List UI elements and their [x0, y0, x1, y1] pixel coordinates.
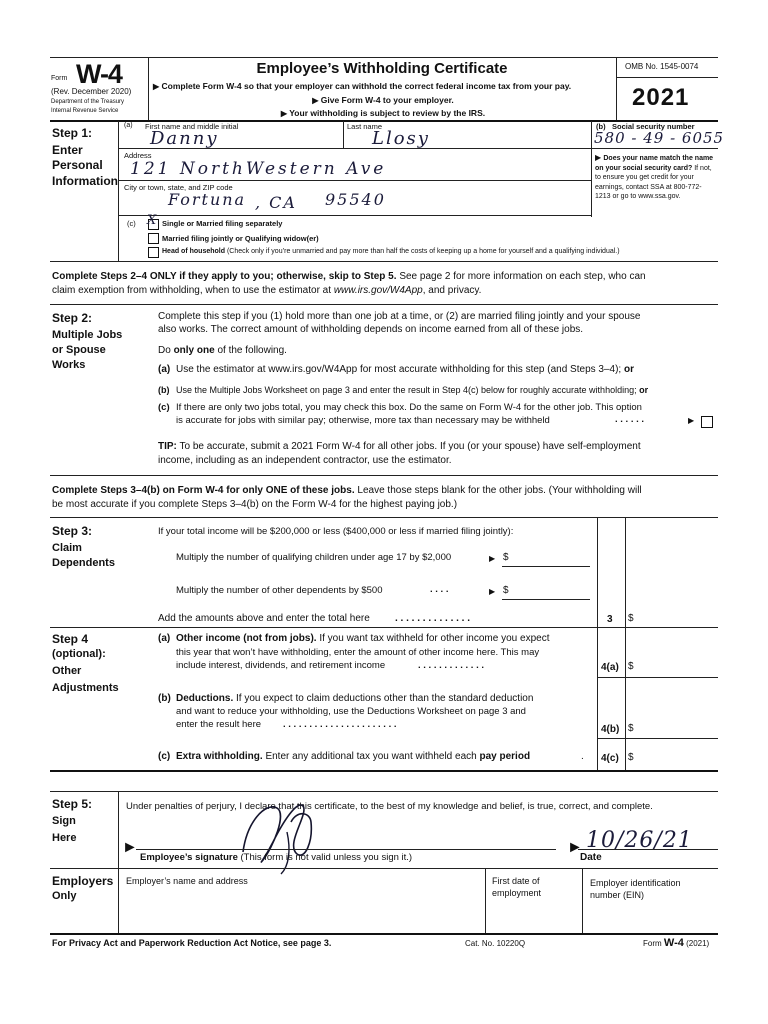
- step1-sub-1: Enter: [52, 143, 83, 157]
- step2-tip-2: income, including as an independent contractor, use the estimator.: [158, 455, 452, 466]
- step4-bottom-rule: [50, 770, 718, 772]
- step5-left-rule: [118, 792, 119, 933]
- last-name-label: Last name: [347, 122, 383, 131]
- children-dollar: $: [503, 552, 509, 563]
- step4b-leader: . . . . . . . . . . . . . . . . . . . . . .: [283, 719, 397, 730]
- step1-sub-3: Information: [52, 174, 118, 188]
- employer-name-field[interactable]: [125, 900, 480, 930]
- step4a-tag: (a): [158, 633, 171, 644]
- step3-sub-1: Claim: [52, 542, 82, 554]
- ssn-note: ▶ Does your name match the name on your social security card? If not, to ensure you get credit for your earnings, contact SSA at 800-772-1213 or go to www.ssa.gov.: [595, 153, 714, 200]
- step2-c-tag: (c): [158, 402, 170, 413]
- step2-paragraph-2: also works. The correct amount of withholding depends on income earned from all of these jobs.: [158, 324, 584, 335]
- instruction-one-job-cont: be most accurate if you complete Steps 3–4(b) on the Form W-4 for the highest paying job.): [52, 499, 458, 510]
- step4a-line-number: 4(a): [601, 662, 619, 673]
- first-name-field[interactable]: Danny: [150, 128, 219, 149]
- step4-sub-1: (optional):: [52, 648, 106, 660]
- revision-date: (Rev. December 2020): [51, 87, 132, 96]
- employers-sub: Only: [52, 890, 77, 902]
- head-of-household-checkbox[interactable]: [148, 247, 159, 258]
- other-dependents-arrow: ▶: [489, 587, 496, 596]
- top-rule: [50, 57, 718, 58]
- step2-bottom-rule: [50, 475, 718, 476]
- date-arrow: ►: [567, 839, 583, 856]
- step3-intro: If your total income will be $200,000 or less ($400,000 or less if married filing jointly):: [158, 526, 514, 537]
- step4a-leader: . . . . . . . . . . . . .: [418, 660, 484, 671]
- step2-do-only-one: Do only one of the following.: [158, 345, 287, 356]
- step2-a-tag: (a): [158, 364, 171, 375]
- filing-status-rule: [118, 215, 591, 216]
- instruction-steps-2-4: Complete Steps 2–4 ONLY if they apply to you; otherwise, skip to Step 5. See page 2 for more information on each step, who can: [52, 271, 646, 282]
- step4b-text-1: Deductions. If you expect to claim deductions other than the standard deduction: [176, 693, 534, 704]
- catalog-number: Cat. No. 10220Q: [465, 939, 526, 948]
- state-field[interactable]: , CA: [255, 193, 297, 212]
- ssn-rule: [591, 148, 718, 149]
- step4-title: Step 4: [52, 632, 89, 646]
- employee-signature[interactable]: [225, 792, 355, 877]
- other-dependents-dollar: $: [503, 585, 509, 596]
- city-field[interactable]: Fortuna: [168, 190, 247, 209]
- step2-c-text-2: is accurate for jobs with similar pay; otherwise, more tax than necessary may be withheld: [176, 415, 550, 426]
- step3-total-leader: . . . . . . . . . . . . . .: [395, 613, 471, 624]
- step4b-tag: (b): [158, 693, 171, 704]
- name-divider: [343, 121, 344, 148]
- date-line: [578, 849, 718, 850]
- step4c-line-number: 4(c): [601, 753, 619, 764]
- ssn-field[interactable]: 580 - 49 - 6055: [594, 129, 725, 147]
- ein-field[interactable]: [588, 904, 714, 930]
- step2-top-rule: [50, 304, 718, 305]
- amount-col-right-rule: [625, 518, 626, 770]
- omb-number: OMB No. 1545-0074: [625, 62, 699, 71]
- single-check-mark: X: [147, 213, 159, 228]
- first-date-divider: [485, 869, 486, 933]
- step4b-line-number: 4(b): [601, 724, 620, 735]
- first-name-label: First name and middle initial: [145, 122, 239, 131]
- zip-field[interactable]: 95540: [325, 190, 386, 209]
- header-divider-left: [148, 58, 149, 120]
- form-title: Employee’s Withholding Certificate: [256, 60, 508, 77]
- omb-rule: [617, 77, 718, 78]
- step4c-text: Extra withholding. Enter any additional tax you want withheld each pay period: [176, 751, 531, 762]
- step4-sub-2: Other: [52, 665, 82, 677]
- step4a-text-1: Other income (not from jobs). If you want tax withheld for other income you expect: [176, 633, 550, 644]
- step2-sub-1: Multiple Jobs: [52, 329, 123, 341]
- perjury-statement: Under penalties of perjury, I declare that this certificate, to the best of my knowledge and belief, is true, correct, and complete.: [126, 801, 653, 812]
- form-word: Form: [51, 75, 68, 82]
- step2-sub-3: Works: [52, 359, 86, 371]
- employers-top-rule: [50, 868, 718, 869]
- amount-col-left-rule: [597, 518, 598, 770]
- other-dependents-amount-field[interactable]: [502, 599, 590, 600]
- step2-b-text: Use the Multiple Jobs Worksheet on page 3 and enter the result in Step 4(c) below for roughly accurate withholding; or: [176, 385, 649, 395]
- header-divider-right: [616, 58, 617, 120]
- header-instruction-2: ▶ Give Form W-4 to your employer.: [312, 95, 454, 105]
- two-jobs-checkbox[interactable]: [701, 416, 713, 428]
- form-number: W-4: [76, 59, 122, 89]
- ssn-label: Social security number: [612, 122, 695, 131]
- step4-top-rule: [50, 627, 718, 628]
- other-income-field[interactable]: $: [628, 661, 634, 672]
- last-name-field[interactable]: Llosy: [372, 128, 430, 149]
- employers-bottom-rule: [50, 933, 718, 935]
- other-dependents-label: Multiply the number of other dependents by $500: [176, 585, 383, 596]
- city-label: City or town, state, and ZIP code: [124, 183, 233, 192]
- step2-sub-2: or Spouse: [52, 344, 106, 356]
- step1-title: Step 1:: [52, 126, 93, 140]
- step4-sub-3: Adjustments: [52, 682, 119, 694]
- step2-c-text-1: If there are only two jobs total, you may check this box. Do the same on Form W-4 for the other job. This option: [176, 402, 642, 413]
- deductions-field[interactable]: $: [628, 723, 634, 734]
- step1-bottom-rule: [50, 261, 718, 262]
- single-label: Single or Married filing separately: [162, 219, 283, 228]
- head-of-household-label: Head of household (Check only if you’re unmarried and pay more than half the costs of keeping up a home for yourself and a qualifying individual.): [162, 248, 620, 255]
- city-rule: [118, 180, 591, 181]
- estimator-link[interactable]: www.irs.gov/W4App: [333, 285, 423, 296]
- step5-top-rule: [50, 791, 718, 792]
- first-date-label-1: First date of: [492, 876, 540, 886]
- ein-divider: [582, 869, 583, 933]
- signature-line: [136, 849, 556, 850]
- department-name: Department of the Treasury: [51, 99, 125, 105]
- step3-total-field[interactable]: $: [628, 613, 634, 624]
- step4c-leader: .: [581, 751, 584, 762]
- step2-title: Step 2:: [52, 311, 93, 325]
- step3-title: Step 3:: [52, 524, 93, 538]
- privacy-notice: For Privacy Act and Paperwork Reduction Act Notice, see page 3.: [52, 938, 332, 948]
- step4a-text-2: this year that won’t have withholding, enter the amount of other income here. This may: [176, 647, 540, 658]
- step2-tip-1: TIP: To be accurate, submit a 2021 Form W-4 for all other jobs. If you (or your spouse) have self-employment: [158, 441, 641, 452]
- step4c-tag: (c): [158, 751, 171, 762]
- first-name-tag: (a): [124, 122, 133, 129]
- step4b-text-3: enter the result here: [176, 719, 262, 730]
- other-dependents-leader: . . . .: [430, 584, 449, 595]
- step4b-text-2: and want to reduce your withholding, use the Deductions Worksheet on page 3 and: [176, 706, 526, 717]
- first-date-field[interactable]: [490, 902, 578, 930]
- step5-sub-2: Here: [52, 832, 77, 844]
- step3-line-number: 3: [607, 614, 613, 625]
- step2-c-leader: . . . . . .: [615, 414, 645, 425]
- address-field[interactable]: 121 NorthWestern Ave: [130, 159, 387, 179]
- qualifying-children-label: Multiply the number of qualifying children under age 17 by $2,000: [176, 552, 452, 563]
- date-field[interactable]: 10/26/21: [586, 828, 693, 853]
- step2-c-arrow: ▶: [688, 416, 695, 425]
- date-label: Date: [580, 852, 602, 863]
- children-arrow: ▶: [489, 554, 496, 563]
- step4a-rule: [597, 677, 718, 678]
- ssn-divider: [591, 121, 592, 217]
- address-label: Address: [124, 151, 152, 160]
- employers-title: Employers: [52, 874, 114, 888]
- step5-sub-1: Sign: [52, 815, 76, 827]
- children-amount-field[interactable]: [502, 566, 590, 567]
- signature-label: Employee’s signature (This form is not valid unless you sign it.): [140, 852, 413, 863]
- step3-sub-2: Dependents: [52, 557, 115, 569]
- step5-title: Step 5:: [52, 797, 93, 811]
- step2-paragraph-1: Complete this step if you (1) hold more than one job at a time, or (2) are married filing jointly and your spouse: [158, 311, 641, 322]
- ssn-tag: (b): [596, 122, 606, 131]
- step4a-text-3: include interest, dividends, and retirement income: [176, 660, 386, 671]
- extra-withholding-field[interactable]: $: [628, 752, 634, 763]
- step3-total-label: Add the amounts above and enter the total here: [158, 613, 370, 624]
- tax-year: 2021: [632, 84, 690, 111]
- step1-sub-2: Personal: [52, 158, 103, 172]
- married-joint-label: Married filing jointly or Qualifying widow(er): [162, 234, 319, 243]
- filing-status-tag: (c): [127, 219, 136, 228]
- step2-a-text: Use the estimator at www.irs.gov/W4App for most accurate withholding for this step (and Steps 3–4); or: [176, 364, 634, 375]
- irs-name: Internal Revenue Service: [51, 108, 119, 114]
- signature-arrow: ►: [122, 839, 138, 856]
- employer-name-label: Employer’s name and address: [126, 876, 248, 886]
- header-instruction-3: ▶ Your withholding is subject to review by the IRS.: [280, 108, 486, 118]
- address-rule: [118, 148, 591, 149]
- step4b-rule: [597, 738, 718, 739]
- ein-label-1: Employer identification: [590, 878, 681, 888]
- step3-top-rule: [50, 517, 718, 518]
- first-date-label-2: employment: [492, 888, 542, 898]
- step2-b-tag: (b): [158, 385, 170, 395]
- step1-left-rule: [118, 121, 119, 261]
- footer-form-id: Form W-4 (2021): [643, 937, 710, 949]
- married-joint-checkbox[interactable]: [148, 233, 159, 244]
- instruction-steps-2-4-cont: claim exemption from withholding, when to use the estimator at www.irs.gov/W4App, and privacy.: [52, 285, 482, 296]
- instruction-one-job: Complete Steps 3–4(b) on Form W-4 for only ONE of these jobs. Leave those steps blank for the other jobs. (Your withholding will: [52, 485, 642, 496]
- ein-label-2: number (EIN): [590, 890, 645, 900]
- header-instruction-1: ▶ Complete Form W-4 so that your employer can withhold the correct federal income tax from your pay.: [153, 81, 572, 91]
